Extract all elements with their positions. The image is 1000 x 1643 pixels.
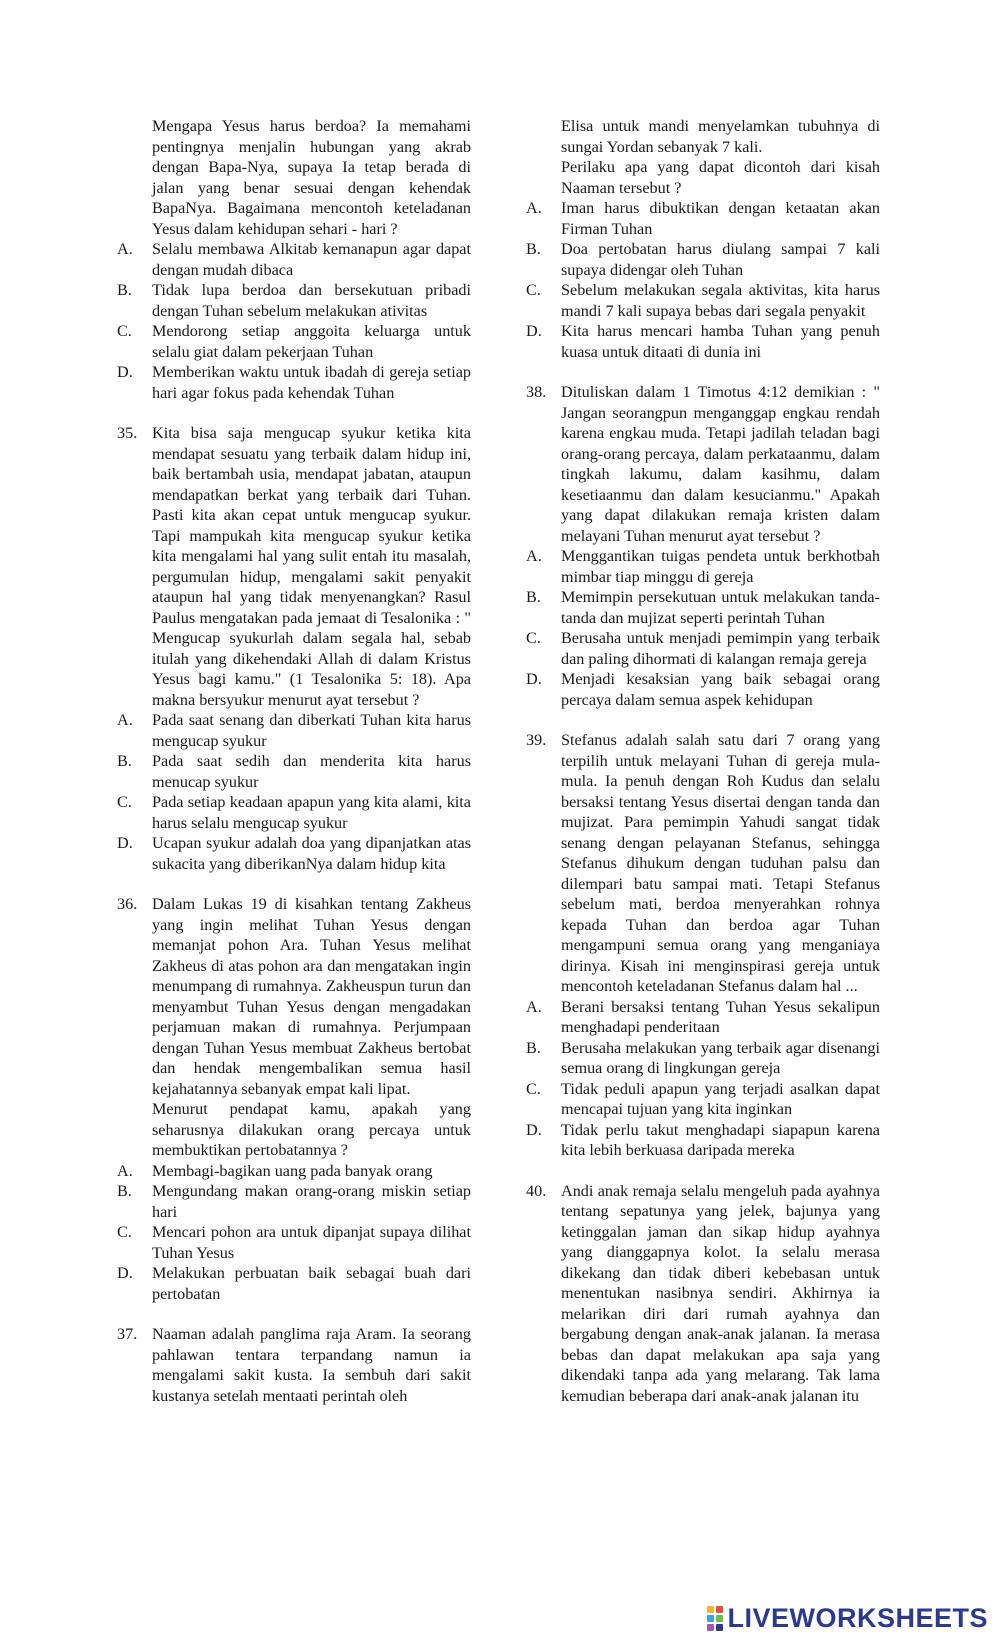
option-row[interactable]: [526, 198, 880, 239]
option-letter: A.: [117, 1161, 133, 1180]
option-letter: B.: [117, 1182, 132, 1200]
logo-text: LIVEWORKSHEETS: [727, 1603, 988, 1634]
option-text: Doa pertobatan harus diulang sampai 7 kali supaya didengar oleh Tuhan: [561, 240, 880, 279]
question-number: 38.: [526, 383, 547, 401]
logo-square: [707, 1606, 714, 1613]
option-text: Tidak perlu takut menghadapi siapapun karena kita lebih berkuasa daripada mereka: [561, 1120, 880, 1159]
option-text: Kita harus mencari hamba Tuhan yang penuh kuasa untuk ditaati di dunia ini: [561, 322, 880, 361]
option-letter: A.: [117, 711, 133, 729]
logo-grid-icon: [707, 1606, 723, 1631]
question-37-text-cont: Elisa untuk mandi menyelamkan tubuhnya di sungai Yordan sebanyak 7 kali.: [561, 117, 880, 156]
option-letter: D.: [117, 1264, 133, 1282]
option-letter: D.: [526, 1120, 542, 1139]
option-row[interactable]: [117, 710, 471, 751]
option-row[interactable]: [117, 792, 471, 833]
option-letter: B.: [117, 281, 132, 299]
option-row[interactable]: [117, 1222, 471, 1263]
option-letter: D.: [526, 322, 542, 340]
liveworksheets-logo[interactable]: [707, 1603, 988, 1634]
option-row[interactable]: [117, 1161, 471, 1182]
option-text: Mendorong setiap anggoita keluarga untuk selalu giat dalam pekerjaan Tuhan: [152, 322, 471, 361]
option-text: Berusaha melakukan yang terbaik agar disenangi semua orang di lingkungan gereja: [561, 1038, 880, 1077]
question-39-text: Stefanus adalah salah satu dari 7 orang yang terpilih untuk melayani Tuhan di gereja mula-mula. Ia penuh dengan Roh Kudus dan selalu bersaksi tentang Yesus disertai dengan tanda dan mujizat. Para pemimpin Yahudi sangat tidak senang dengan pelayanan Stefanus, sehingga Stefanus dihukum dengan tuduhan palsu dan dilempari batu sampai mati. Tetapi Stefanus sebelum mati, berdoa menyerahkan rohnya kepada Tuhan dan berdoa agar Tuhan mengampuni semua orang yang menganiaya dirinya. Kisah ini menginspirasi gereja untuk mencontoh keteladanan Stefanus dalam hal ...: [561, 731, 880, 995]
option-letter: C.: [117, 793, 132, 811]
option-text: Menggantikan tuigas pendeta untuk berkhotbah mimbar tiap minggu di gereja: [561, 547, 880, 586]
question-number: 39.: [526, 731, 547, 749]
option-text: Menjadi kesaksian yang baik sebagai orang percaya dalam semua aspek kehidupan: [561, 670, 880, 709]
option-text: Sebelum melakukan segala aktivitas, kita harus mandi 7 kali supaya bebas dari segala penyakit: [561, 281, 880, 320]
option-text: Memimpin persekutuan untuk melakukan tanda-tanda dan mujizat seperti perintah Tuhan: [561, 588, 880, 627]
logo-square: [707, 1624, 714, 1631]
option-text: Ucapan syukur adalah doa yang dipanjatkan atas sukacita yang diberikanNya dalam hidup kita: [152, 834, 471, 873]
question-37: [117, 1324, 471, 1406]
question-number: 40.: [526, 1181, 547, 1200]
question-number: 37.: [117, 1325, 138, 1343]
option-letter: A.: [526, 547, 542, 565]
option-letter: C.: [526, 281, 541, 299]
option-row[interactable]: [117, 751, 471, 792]
logo-square: [707, 1615, 714, 1622]
option-row[interactable]: [526, 239, 880, 280]
left-column: [117, 116, 471, 1426]
option-row[interactable]: [526, 669, 880, 710]
option-letter: C.: [526, 1079, 541, 1098]
option-row[interactable]: [526, 587, 880, 628]
question-40-text: Andi anak remaja selalu mengeluh pada ayahnya tentang sepatunya yang jelek, bajunya yang ketinggalan jaman dan sikap hidup ayahnya yang dianggapnya kolot. Ia selalu merasa dikekang dan tidak diberi kebebasan untuk menentukan nasibnya sendiri. Akhirnya ia melarikan diri dari rumah ayahnya dan bergabung dengan anak-anak jalanan. Ia merasa bebas dan dapat melakukan apa saja yang dikendaki tanpa ada yang melarang. Tak lama kemudian beberapa dari anak-anak jalanan itu: [561, 1181, 880, 1405]
option-letter: D.: [117, 363, 133, 381]
option-text: Tidak peduli apapun yang terjadi asalkan dapat mencapai tujuan yang kita inginkan: [561, 1079, 880, 1118]
question-38: [526, 382, 880, 710]
question-36-text: Dalam Lukas 19 di kisahkan tentang Zakheus yang ingin melihat Tuhan Yesus dengan memanjat pohon Ara. Tuhan Yesus melihat Zakheus di atas pohon ara dan mengatakan ingin menumpang di rumahnya. Zakheuspun turun dan menyambut Tuhan Yesus dengan mengadakan perjamuan makan di rumahnya. Perjumpaan dengan Tuhan Yesus membuat Zakheus bertobat dan hendak mengembalikan semua hasil kejahatannya sebanyak empat kali lipat.: [152, 895, 471, 1098]
question-38-text: Dituliskan dalam 1 Timotus 4:12 demikian : " Jangan seorangpun menganggap engkau rendah karena engkau muda. Tetapi jadilah teladan bagi orang-orang percaya, dalam perkataanmu, dalam tingkah lakumu, dalam kasihmu, dalam kesetiaanmu dan dalam kesucianmu." Apakah yang dapat dilakukan remaja kristen dalam melayani Tuhan menurut ayat tersebut ?: [561, 383, 880, 545]
option-letter: C.: [117, 1223, 132, 1241]
question-37-text: Naaman adalah panglima raja Aram. Ia seorang pahlawan tentara terpandang namun ia mengalami sakit kusta. Ia sembuh dari sakit kustanya setelah mentaati perintah oleh: [152, 1325, 471, 1405]
option-row[interactable]: [117, 362, 471, 403]
option-row[interactable]: [526, 997, 880, 1038]
option-text: Berusaha untuk menjadi pemimpin yang terbaik dan paling dihormati di kalangan remaja gereja: [561, 629, 880, 668]
option-text: Tidak lupa berdoa dan bersekutuan pribadi dengan Tuhan sebelum melakukan ativitas: [152, 281, 471, 320]
option-letter: A.: [526, 199, 542, 217]
option-letter: C.: [526, 629, 541, 647]
option-letter: D.: [526, 670, 542, 688]
option-text: Berani bersaksi tentang Tuhan Yesus sekalipun menghadapi penderitaan: [561, 997, 880, 1036]
question-39: [526, 730, 880, 1161]
option-text: Mengundang makan orang-orang miskin setiap hari: [152, 1182, 471, 1221]
option-letter: B.: [526, 240, 541, 258]
option-row[interactable]: [117, 833, 471, 874]
option-text: Pada setiap keadaan apapun yang kita alami, kita harus selalu mengucap syukur: [152, 793, 471, 832]
option-text: Iman harus dibuktikan dengan ketaatan akan Firman Tuhan: [561, 199, 880, 238]
option-text: Mencari pohon ara untuk dipanjat supaya dilihat Tuhan Yesus: [152, 1223, 471, 1262]
option-letter: C.: [117, 322, 132, 340]
option-text: Memberikan waktu untuk ibadah di gereja setiap hari agar fokus pada kehendak Tuhan: [152, 363, 471, 402]
option-text: Melakukan perbuatan baik sebagai buah dari pertobatan: [152, 1264, 471, 1303]
option-text: Pada saat sedih dan menderita kita harus menucap syukur: [152, 752, 471, 791]
question-number: 36.: [117, 895, 138, 913]
question-34: [117, 116, 471, 403]
question-number: 35.: [117, 424, 138, 442]
question-35-text: Kita bisa saja mengucap syukur ketika kita mendapat sesuatu yang terbaik dalam hidup ini, baik bertambah usia, mendapat jabatan, ataupun mendapatkan berkat yang terbaik dari Tuhan. Pasti kita akan cepat untuk mengucap syukur. Tapi mampukah kita mengucap syukur ketika kita mengalami hal yang sulit entah itu masalah, pergumulan hidup, mengalami sakit penyakit ataupun hal yang tidak menyenangkan? Rasul Paulus mengatakan pada jemaat di Tesalonika : " Mengucap syukurlah dalam segala hal, sebab itulah yang dikehendaki Allah di dalam Kristus Yesus bagi kamu." (1 Tesalonika 5: 18). Apa makna bersyukur menurut ayat tersebut ?: [152, 424, 471, 709]
option-letter: A.: [526, 997, 542, 1016]
question-34-text: Mengapa Yesus harus berdoa? Ia memahami pentingnya menjalin hubungan yang akrab dengan Bapa-Nya, supaya Ia tetap berada di jalan yang benar sesuai dengan kehendak BapaNya. Bagaimana mencontoh keteladanan Yesus dalam kehidupan sehari - hari ?: [152, 117, 471, 238]
question-37-continued: [526, 116, 880, 362]
option-row[interactable]: [117, 239, 471, 280]
question-35: [117, 423, 471, 874]
option-row[interactable]: [117, 1181, 471, 1222]
option-row[interactable]: [117, 321, 471, 362]
option-letter: B.: [526, 1038, 541, 1057]
right-column: [526, 116, 880, 1426]
option-letter: B.: [117, 752, 132, 770]
option-row[interactable]: [526, 1079, 880, 1120]
question-36-prompt: Menurut pendapat kamu, apakah yang seharusnya dilakukan orang percaya untuk membuktikan pertobatannya ?: [152, 1100, 471, 1159]
question-40: [526, 1181, 880, 1407]
option-letter: A.: [117, 240, 133, 258]
option-row[interactable]: [117, 1263, 471, 1304]
logo-square: [716, 1606, 723, 1613]
question-37-prompt: Perilaku apa yang dapat dicontoh dari kisah Naaman tersebut ?: [561, 158, 880, 197]
option-row[interactable]: [526, 1038, 880, 1079]
option-row[interactable]: [526, 628, 880, 669]
option-row[interactable]: [526, 1120, 880, 1161]
option-letter: B.: [526, 588, 541, 606]
logo-square: [716, 1624, 723, 1631]
option-row[interactable]: [526, 280, 880, 321]
logo-square: [716, 1615, 723, 1622]
option-row[interactable]: [117, 280, 471, 321]
option-text: Selalu membawa Alkitab kemanapun agar dapat dengan mudah dibaca: [152, 240, 471, 279]
option-row[interactable]: [526, 321, 880, 362]
option-text: Membagi-bagikan uang pada banyak orang: [152, 1161, 433, 1180]
question-36: [117, 894, 471, 1304]
option-letter: D.: [117, 834, 133, 852]
option-text: Pada saat senang dan diberkati Tuhan kita harus mengucap syukur: [152, 711, 471, 750]
option-row[interactable]: [526, 546, 880, 587]
